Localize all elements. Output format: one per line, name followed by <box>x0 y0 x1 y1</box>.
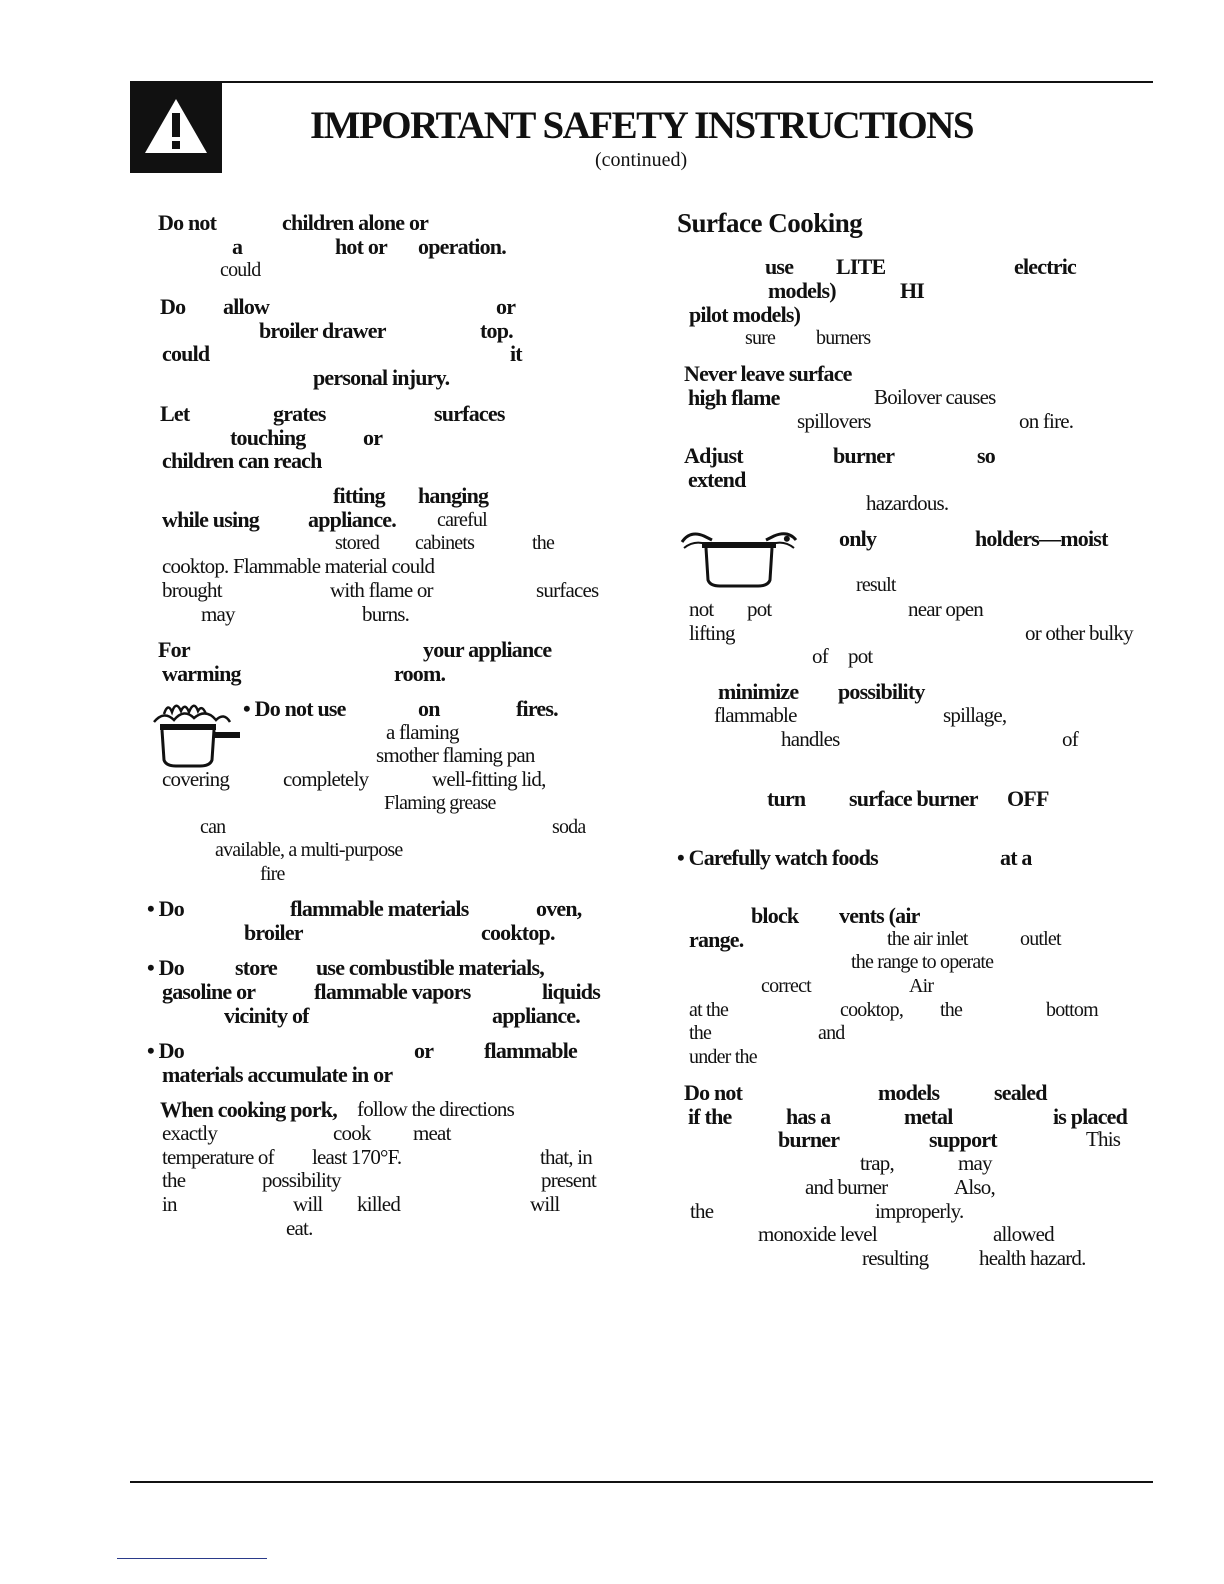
right-word: at the <box>689 999 729 1021</box>
left-word: gasoline or <box>162 979 256 1004</box>
left-word: materials accumulate in or <box>162 1062 393 1087</box>
pot-holder-icon <box>680 526 800 592</box>
right-word: has a <box>786 1104 831 1129</box>
right-word: Boilover causes <box>874 385 996 409</box>
left-word: oven, <box>536 896 582 921</box>
right-word: at a <box>1000 845 1032 870</box>
right-word: monoxide level <box>758 1222 877 1246</box>
right-word: block <box>751 903 799 928</box>
left-word: on <box>418 696 440 721</box>
left-word: exactly <box>162 1121 218 1145</box>
right-word: Never leave surface <box>684 361 852 386</box>
flaming-pan-icon <box>150 698 242 770</box>
left-word: a flaming <box>386 720 459 744</box>
right-word: • <box>783 526 790 551</box>
right-word: the air inlet <box>887 928 968 950</box>
left-word: fires. <box>516 696 558 721</box>
left-word: use combustible materials, <box>316 955 544 980</box>
right-word: or other bulky <box>1025 621 1133 645</box>
left-word: room. <box>394 661 446 686</box>
left-word: smother flaming pan <box>376 743 535 767</box>
left-word: brought <box>162 578 222 602</box>
left-word: could <box>220 259 261 281</box>
right-word: of <box>1062 727 1078 751</box>
right-word: handles <box>781 727 840 751</box>
page-subtitle: (continued) <box>595 149 688 171</box>
right-word: and <box>818 1022 845 1044</box>
left-word: cabinets <box>415 532 475 554</box>
right-word: the <box>689 1022 712 1044</box>
left-word: hot or <box>335 234 388 259</box>
left-word: with flame or <box>330 578 433 602</box>
left-word: flammable materials <box>290 896 469 921</box>
right-word: vents (air <box>839 903 920 928</box>
left-word: soda <box>552 816 586 838</box>
right-word: may <box>958 1151 992 1175</box>
right-word: This <box>1086 1127 1121 1151</box>
right-word: models) <box>768 278 836 303</box>
left-word: the <box>532 532 555 554</box>
right-word: the range to operate <box>851 951 994 973</box>
section-heading-surface-cooking: Surface Cooking <box>677 208 863 238</box>
right-word: HI <box>900 278 925 303</box>
right-word: minimize <box>718 679 799 704</box>
left-word: will <box>530 1192 560 1216</box>
left-word: surfaces <box>536 578 599 602</box>
right-word: Also, <box>954 1175 995 1199</box>
right-word: hazardous. <box>866 491 949 515</box>
left-word: • Do <box>147 1038 184 1063</box>
left-word: • Do not use <box>243 696 346 721</box>
right-word: outlet <box>1020 928 1061 950</box>
left-word: flammable <box>484 1038 578 1063</box>
left-word: careful <box>437 509 487 531</box>
right-word: spillovers <box>797 409 871 433</box>
right-word: Do not <box>684 1080 743 1105</box>
left-word: • Do <box>147 896 184 921</box>
right-word: not <box>689 597 714 621</box>
right-word: cooktop, <box>840 999 904 1021</box>
left-word: broiler <box>244 920 303 945</box>
left-word: cook <box>333 1121 371 1145</box>
left-word: warming <box>162 661 241 686</box>
right-word: allowed <box>993 1222 1054 1246</box>
left-word: could <box>162 341 210 366</box>
warning-icon <box>130 83 222 173</box>
right-word: electric <box>1014 254 1076 279</box>
left-word: allow <box>223 294 270 319</box>
right-word: Air <box>909 975 934 997</box>
left-word: fitting <box>333 483 385 508</box>
right-word: OFF <box>1007 786 1049 811</box>
left-word: or <box>496 294 516 319</box>
right-word: of <box>812 644 828 668</box>
left-word: Do <box>160 294 186 319</box>
left-word: in <box>162 1192 177 1216</box>
page-title: IMPORTANT SAFETY INSTRUCTIONS <box>310 104 974 147</box>
top-rule <box>130 81 1153 83</box>
left-word: grates <box>273 401 326 426</box>
left-word: fire <box>260 863 285 885</box>
left-word: will <box>293 1192 323 1216</box>
right-word: sealed <box>994 1080 1047 1105</box>
right-word: under the <box>689 1046 757 1068</box>
right-word: support <box>929 1127 997 1152</box>
right-word: burners <box>816 327 871 349</box>
left-word: meat <box>413 1121 451 1145</box>
right-word: use <box>765 254 794 279</box>
right-word: • Carefully watch foods <box>677 845 878 870</box>
left-word: operation. <box>418 234 506 259</box>
left-word: a <box>232 234 243 259</box>
right-word: extend <box>688 467 746 492</box>
right-word: metal <box>904 1104 953 1129</box>
left-word: least 170°F. <box>312 1145 402 1169</box>
left-word: hanging <box>418 483 489 508</box>
right-word: range. <box>689 927 744 952</box>
bottom-rule <box>130 1481 1153 1483</box>
left-word: that, in <box>540 1145 592 1169</box>
right-word: pot <box>747 597 772 621</box>
left-word: possibility <box>262 1168 341 1192</box>
right-word: burner <box>833 443 895 468</box>
right-word: surface burner <box>849 786 978 811</box>
right-word: trap, <box>860 1151 894 1175</box>
left-word: follow the directions <box>357 1097 514 1121</box>
left-word: liquids <box>542 979 601 1004</box>
right-word: correct <box>761 975 811 997</box>
left-word: can <box>200 816 226 838</box>
right-word: result <box>856 574 896 596</box>
left-word: children alone or <box>282 210 429 235</box>
left-word: surfaces <box>434 401 505 426</box>
left-word: flammable vapors <box>314 979 471 1004</box>
right-word: if the <box>688 1104 732 1129</box>
right-word: improperly. <box>875 1199 964 1223</box>
left-word: it <box>510 341 522 366</box>
right-word: turn <box>767 786 806 811</box>
left-word: burns. <box>362 602 410 626</box>
left-word: top. <box>480 318 513 343</box>
right-word: Adjust <box>684 443 743 468</box>
left-word: covering <box>162 767 230 791</box>
left-word: Do not <box>158 210 217 235</box>
right-word: and burner <box>805 1175 888 1199</box>
right-word: bottom <box>1046 999 1098 1021</box>
left-word: touching <box>230 425 306 450</box>
right-word: the <box>940 999 963 1021</box>
left-word: the <box>162 1168 186 1192</box>
left-word: available, a multi-purpose <box>215 839 403 861</box>
left-word: your appliance <box>423 637 552 662</box>
right-word: high flame <box>688 385 780 410</box>
left-word: while using <box>162 507 259 532</box>
left-word: Flaming grease <box>384 792 496 814</box>
left-word: appliance. <box>308 507 396 532</box>
left-word: stored <box>335 532 380 554</box>
left-word: or <box>414 1038 434 1063</box>
right-word: possibility <box>838 679 925 704</box>
left-word: • Do <box>147 955 184 980</box>
left-word: store <box>235 955 278 980</box>
right-word: spillage, <box>943 703 1007 727</box>
left-word: When cooking pork, <box>160 1097 337 1122</box>
right-word: health hazard. <box>979 1246 1086 1270</box>
right-word: lifting <box>689 621 735 645</box>
right-word: sure <box>745 327 776 349</box>
left-word: or <box>363 425 383 450</box>
left-word: present <box>541 1168 597 1192</box>
right-word: near open <box>908 597 984 621</box>
right-word: resulting <box>862 1246 929 1270</box>
right-word: holders—moist <box>975 526 1108 551</box>
left-word: children can reach <box>162 448 322 473</box>
left-word: eat. <box>286 1216 313 1240</box>
left-word: completely <box>283 767 369 791</box>
right-word: is placed <box>1053 1104 1128 1129</box>
left-word: appliance. <box>492 1003 580 1028</box>
right-word: the <box>690 1199 714 1223</box>
right-word: so <box>977 443 995 468</box>
right-word: burner <box>778 1127 840 1152</box>
left-word: For <box>158 637 190 662</box>
left-word: temperature of <box>162 1145 274 1169</box>
left-word: vicinity of <box>224 1003 309 1028</box>
left-word: well-fitting lid, <box>432 767 546 791</box>
right-word: on fire. <box>1019 409 1074 433</box>
left-word: cooktop. <box>481 920 555 945</box>
left-word: may <box>201 602 235 626</box>
left-word: broiler drawer <box>259 318 386 343</box>
left-word: killed <box>357 1192 401 1216</box>
left-word: cooktop. Flammable material could <box>162 554 435 578</box>
right-word: flammable <box>714 703 797 727</box>
left-word: Let <box>160 401 190 426</box>
right-word: only <box>839 526 877 551</box>
left-word: personal injury. <box>313 365 450 390</box>
right-word: models <box>878 1080 940 1105</box>
right-word: pot <box>848 644 873 668</box>
right-word: LITE <box>836 254 886 279</box>
footer-rule <box>117 1558 267 1559</box>
right-word: pilot models) <box>689 302 801 327</box>
